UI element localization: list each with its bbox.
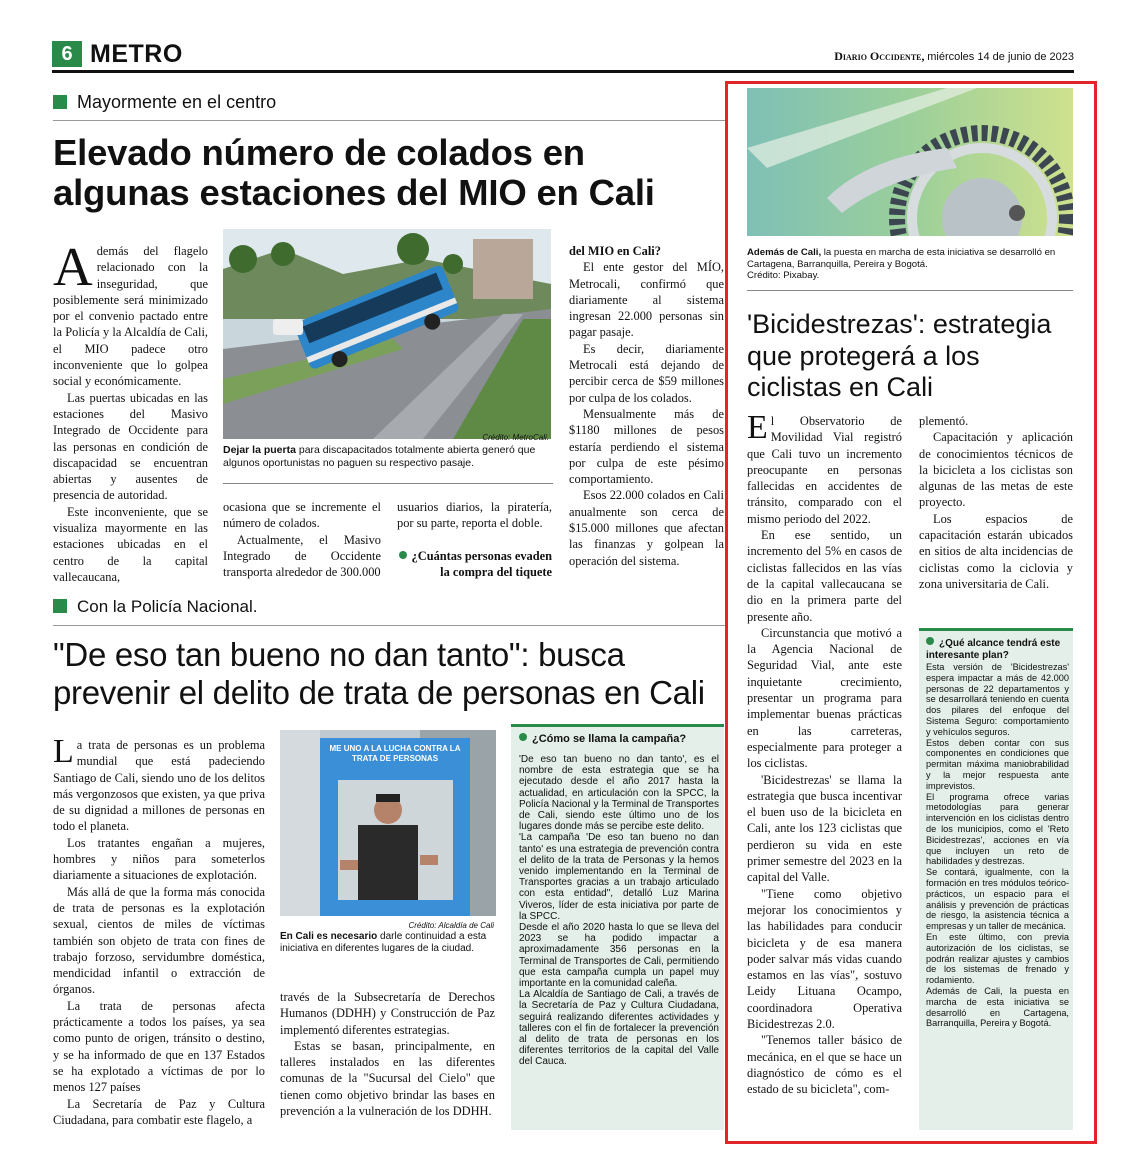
article1-col1: Además del flagelo relacionado con la inseguridad, que posiblemente será minimizado por el convenio pactado entre la Policía y la Alcaldía de Cali, el MIO padece otro inconveniente que lo golpea social y económicamente. Las puertas ubicadas en las estaciones del Masivo Integrado de Occidente para las personas en condición de discapacidad se encuentran abiertas y ausentes de presencia de autoridad. Este inconveniente, que se visualiza mayormente en las estaciones ubicadas en el centro de la capital vallecaucana, — [53, 236, 208, 584]
campaign-banner: ME UNO A LA LUCHA CONTRA LA TRATA DE PERSONAS — [329, 744, 461, 763]
kicker-rule — [53, 120, 725, 121]
subhead-article1: ¿Cuántas personas evaden la compra del tiquete — [397, 548, 727, 600]
caption-article1: Dejar la puerta para discapacitados totalmente abierta generó que algunos oportunistas no paguen su respectivo pasaje. — [223, 444, 536, 469]
dropcap: E — [747, 409, 768, 446]
section-title: METRO — [90, 40, 183, 68]
article3-col2: plementó. Capacitación y aplicación de conocimientos técnicos de la bicicleta a los ciclistas son algunas de las metas de este proyecto. Los espacios de capacitación estarán ubicados en sitios de alta incidencias de ciclistas como la ciclovia y zona universitaria de Cali. — [919, 414, 1073, 591]
sidebox-title: ¿Qué alcance tendrá este interesante plan? — [926, 638, 1061, 661]
caption-article2: En Cali es necesario darle continuidad a esta iniciativa en diferentes lugares de la ciudad. — [280, 931, 487, 954]
headline-article1: Elevado número de colados en algunas estaciones del MIO en Cali — [53, 132, 655, 213]
caption-article3: Además de Cali, la puesta en marcha de esta iniciativa se desarrolló en Cartagena, Barranquilla, Pereira y Bogotá. Crédito: Pixabay. — [747, 247, 1056, 281]
photo-credit-article1: Crédito: MetroCali. — [482, 433, 549, 442]
article1-col3: usuarios diarios, la piratería, por su parte, reporta el doble. — [397, 500, 552, 531]
kicker-article1: Mayormente en el centro — [53, 91, 276, 113]
caption-rule — [223, 483, 553, 484]
article2-col1: La trata de personas es un problema mundial que está padeciendo Santiago de Cali, siendo uno de los delitos más vergonzosos que existen, ya que priva de su dignidad a millones de personas en todo el planeta. Los tratantes engañan a mujeres, hombres y niños para someterlos diariamente a situaciones de explotación. Más allá de que la forma más conocida de trata de personas es la explotación sexual, cientos de miles de víctimas también son objeto de trata con fines de trabajo forzoso, servidumbre doméstica, mendicidad infantil o extracción de órganos. La trata de personas afecta prácticamente a todos los países, ya sea como punto de origen, tránsito o destino, y se ha informado de que en 137 Estados se ha explotado a víctimas de por lo menos 127 países La Secretaría de Paz y Cultura Ciudadana, para combatir este flagelo, a — [53, 733, 265, 1127]
dropcap: L — [53, 733, 74, 770]
kicker-article2: Con la Policía Nacional. — [53, 596, 257, 618]
bullet-icon — [519, 733, 527, 741]
headline-article2: "De eso tan bueno no dan tanto": busca prevenir el delito de trata de personas en Cali — [53, 636, 705, 711]
kicker-rule-2 — [53, 625, 725, 626]
photo-campaign — [280, 730, 496, 916]
kicker-square-icon — [53, 95, 67, 109]
paper-name: Diario Occidente, — [834, 49, 925, 63]
article3-col1: El Observatorio de Movilidad Vial registró que Cali tuvo un incremento preocupante en personas fallecidas en accidentes de tránsito, comparado con el mismo periodo del 2022. En ese sentido, un incremento del 5% en casos de ciclistas fallecidos en las vías de la capital vallecaucana se dio en la primera parte del presente año. Circunstancia que motivó a la Agencia Nacional de Seguridad Vial, ante este inquietante crecimiento, presentar un programa para implementar buenas prácticas en las carreteras, especialmente para proteger a los ciclistas. 'Bicidestrezas' se llama la estrategia que busca incentivar el buen uso de la bicicleta en Cali, ante los 123 ciclistas que perdieron su vida en este primer semestre del 2023 en la capital del Valle. "Tiene como objetivo mejorar los conocimientos y las habilidades para conducir bicicleta y de esa manera poder salvar más vidas cuando estamos en las vías", sostuvo Leidy Lituana Ocampo, coordinadora Operativa Bicidestrezas 2.0. "Tenemos taller básico de mecánica, en el que se hace un diagnóstico de cómo es el estado de su bicicleta", com- — [747, 409, 902, 1097]
headline-article3: 'Bicidestrezas': estrategia que protegerá a los ciclistas en Cali — [747, 309, 1052, 402]
page-number: 6 — [52, 41, 82, 67]
bullet-icon — [926, 637, 934, 645]
masthead-info — [834, 49, 1074, 64]
dropcap: A — [53, 236, 93, 297]
header-rule — [52, 70, 1074, 73]
sidebox-article3: ¿Qué alcance tendrá este interesante plan? Esta versión de 'Bicidestrezas' espera impactar a más de 42.000 personas de 22 departamentos y se desarrollará teniendo en cuenta dos pilares del enfoque del Sistema Seguro: comportamiento y vehículos seguros. Estos deben contar con sus componentes en condiciones que permitan máxima maniobrabilidad y la mejor respuesta ante imprevistos. El programa ofrece varias metodologías para generar intervención en los ciclistas dentro de los municipios, como el 'Reto Bicidestrezas', acciones en vía que incluyen un reto de habilidades y destrezas. Se contará, igualmente, con la formación en tres módulos teórico-prácticos, un espacio para el análisis y prevención de prácticas de riesgo, la asistencia técnica a empresas y un taller de mecánica. En este último, con previa autorización de los ciclistas, se podrán realizar ajustes y cambios de los sistemas de frenado y rodamiento. Además de Cali, la puesta en marcha de esta iniciativa se desarrolló en Cartagena, Barranquilla, Pereira y Bogotá. — [919, 628, 1073, 1130]
photo-bicycle — [747, 88, 1073, 236]
kicker-square-icon — [53, 599, 67, 613]
article2-col2: través de la Subsecretaría de Derechos Humanos (DDHH) y Construcción de Paz implementó diferentes estrategias. Estas se basan, principalmente, en talleres instalados en las diferentes comunas de la "Sucursal del Cielo" que tienen como objetivo brindar las bases en prevención a la vulneración de los DDHH. — [280, 990, 495, 1119]
photo-mio-bus — [223, 229, 551, 439]
bullet-icon — [399, 551, 407, 559]
sidebox-article2: ¿Cómo se llama la campaña? 'De eso tan bueno no dan tanto', es el nombre de esta estrategia que se ha ejecutado desde el año 2017 hasta la actualidad, en articulación con la SPCC, la Policía Nacional y la Terminal de Transportes de Cali, siendo este último uno de los lugares donde más se percibe este delito. 'La campaña 'De eso tan bueno no dan tanto' es una estrategia de prevención contra el delito de la trata de Personas y la hemos venido implementando en la Terminal de Transportes gracias a un trabajo articulado con esta entidad", detalló Luz Marina Viveros, líder de esta iniciativa por parte de la SPCC. Desde el año 2020 hasta lo que se lleva del 2023 se ha podido impactar a aproximadamente 356 personas en la Terminal de Transportes de Cali, permitiendo que esta campaña cumpla un papel muy importante en la comunidad caleña. La Alcaldía de Santiago de Cali, a través de la Secretaría de Paz y Cultura Ciudadana, seguirá realizando diferentes actividades y talleres con el fin de fortalecer la prevención al delito de trata de personas en los diferentes territorios de la capital del Valle del Cauca. — [511, 724, 724, 1130]
issue-date: miércoles 14 de junio de 2023 — [927, 51, 1074, 63]
caption-rule-3 — [747, 290, 1073, 291]
sidebox-title: ¿Cómo se llama la campaña? — [519, 733, 719, 746]
article1-col2: ocasiona que se incremente el número de colados. Actualmente, el Masivo Integrado de Occidente transporta alrededor de 300.000 — [223, 500, 381, 580]
article1-col4: del MIO en Cali? El ente gestor del MÍO, Metrocali, confirmó que diariamente al sistema ingresan 22.000 personas sin pagar pasaje. Es decir, diariamente Metrocali está dejando de percibir cerca de $59 millones por culpa de los colados. Mensualmente más de $1180 millones de pesos estaría perdiendo el sistema por culpa de este pésimo comportamiento. Esos 22.000 colados en Cali anualmente son cerca de $15.000 millones que afectan las finanzas y golpean la operación del sistema. — [569, 244, 724, 568]
photo-credit-article2: Crédito: Alcaldía de Cali — [408, 921, 494, 930]
